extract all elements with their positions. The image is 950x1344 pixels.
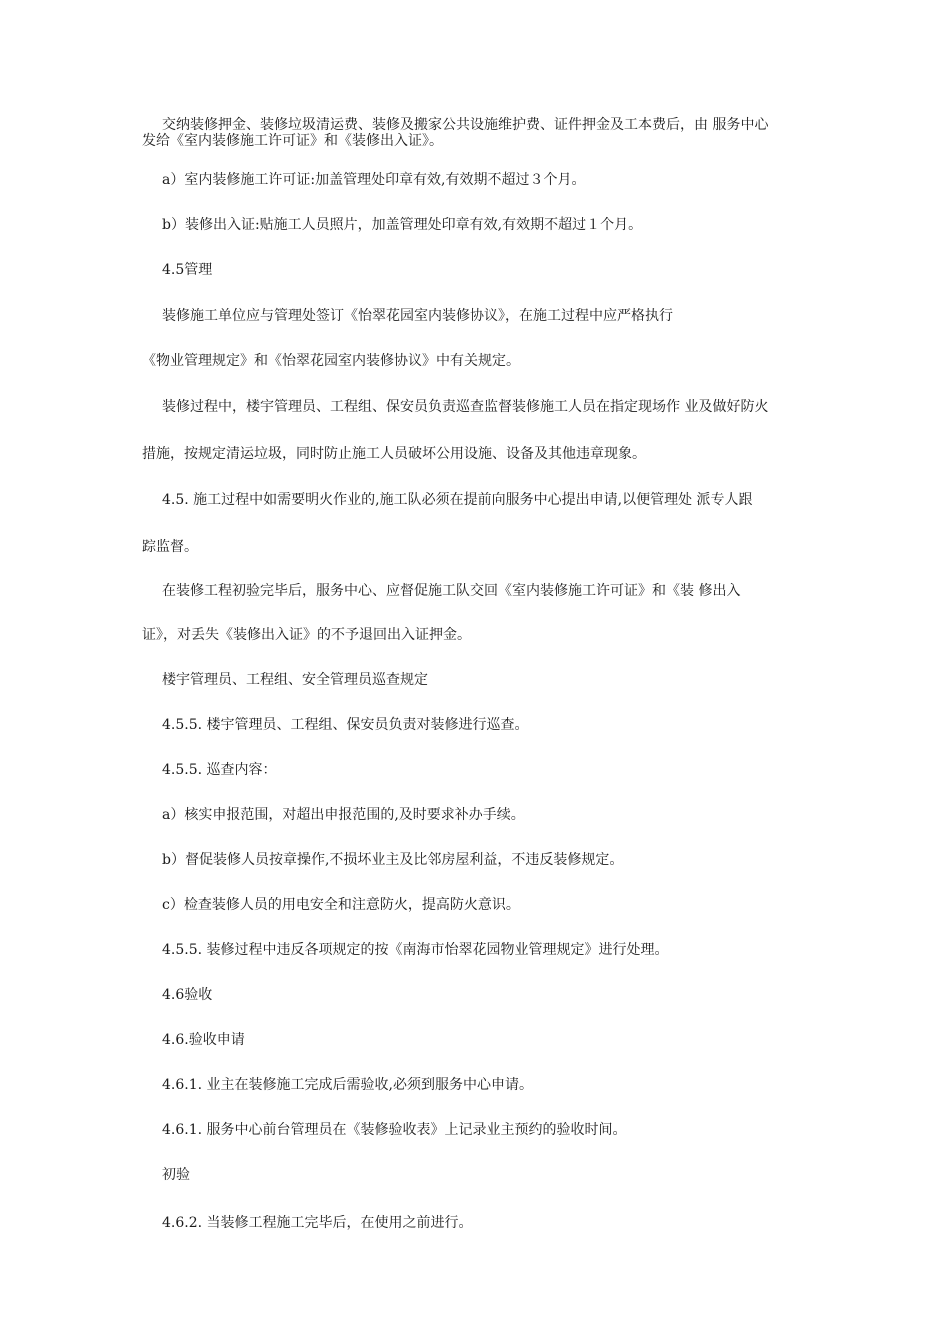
patrol-item-c: c）检查装修人员的用电安全和注意防火，提高防火意识。 — [162, 897, 520, 913]
patrol-item-b: b）督促装修人员按章操作,不损坏业主及比邻房屋利益，不违反装修规定。 — [162, 852, 624, 868]
paragraph-fire-work-line-1: 4.5. 施工过程中如需要明火作业的,施工队必须在提前向服务中心提出申请,以便管理处 派专人跟 — [162, 492, 753, 508]
paragraph-inspection-line-2: 措施，按规定清运垃圾，同时防止施工人员破坏公用设施、设备及其他违章现象。 — [142, 446, 646, 462]
permit-item-a: a）室内装修施工许可证:加盖管理处印章有效,有效期不超过３个月。 — [162, 172, 586, 188]
paragraph-deposit-line-2: 发给《室内装修施工许可证》和《装修出入证》。 — [142, 133, 443, 149]
clause-4-5-5-patrol: 4.5.5. 楼宇管理员、工程组、保安员负责对装修进行巡查。 — [162, 717, 529, 733]
paragraph-fire-work-line-2: 踪监督。 — [142, 539, 198, 555]
paragraph-inspection-line-1: 装修过程中，楼宇管理员、工程组、保安员负责巡查监督装修施工人员在指定现场作 业及做好防火 — [162, 399, 769, 415]
section-heading-4-5: 4.5管理 — [162, 262, 213, 278]
paragraph-return-line-2: 证》，对丢失《装修出入证》的不予退回出入证押金。 — [142, 627, 471, 643]
paragraph-agreement-line-2: 《物业管理规定》和《怡翠花园室内装修协议》中有关规定。 — [142, 353, 520, 369]
clause-4-5-5-content: 4.5.5. 巡查内容： — [162, 762, 277, 778]
paragraph-agreement-line-1: 装修施工单位应与管理处签订《怡翠花园室内装修协议》，在施工过程中应严格执行 — [162, 308, 673, 324]
permit-item-b: b）装修出入证:贴施工人员照片，加盖管理处印章有效,有效期不超过１个月。 — [162, 217, 643, 233]
patrol-item-a: a）核实申报范围，对超出申报范围的,及时要求补办手续。 — [162, 807, 525, 823]
subsection-heading-initial-inspection: 初验 — [162, 1167, 190, 1183]
section-heading-4-6: 4.6验收 — [162, 987, 213, 1003]
paragraph-deposit-line-1: 交纳装修押金、装修垃圾清运费、装修及搬家公共设施维护费、证件押金及工本费后，由 服务中心 — [162, 117, 769, 133]
clause-4-6-1-apply: 4.6.1. 业主在装修施工完成后需验收,必须到服务中心申请。 — [162, 1077, 533, 1093]
subsection-heading-application: 4.6.验收申请 — [162, 1032, 245, 1048]
section-heading-patrol-rules: 楼宇管理员、工程组、安全管理员巡查规定 — [162, 672, 428, 688]
clause-4-6-2: 4.6.2. 当装修工程施工完毕后，在使用之前进行。 — [162, 1215, 473, 1231]
clause-4-5-5-violation: 4.5.5. 装修过程中违反各项规定的按《南海市怡翠花园物业管理规定》进行处理。 — [162, 942, 669, 958]
paragraph-return-line-1: 在装修工程初验完毕后，服务中心、应督促施工队交回《室内装修施工许可证》和《装 修出入 — [162, 583, 741, 599]
clause-4-6-1-record: 4.6.1. 服务中心前台管理员在《装修验收表》上记录业主预约的验收时间。 — [162, 1122, 627, 1138]
